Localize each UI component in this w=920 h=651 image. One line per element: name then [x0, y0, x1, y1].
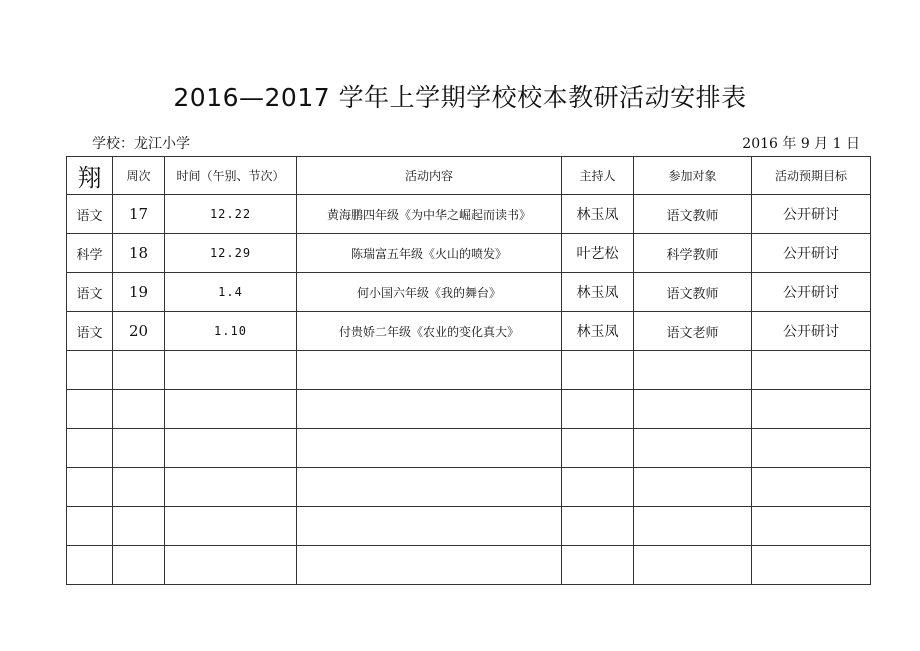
cell-subject: 语文: [67, 273, 113, 312]
cell-time: [165, 507, 297, 546]
cell-time: [165, 390, 297, 429]
header-row: [67, 157, 871, 195]
cell-goal: 公开研讨: [752, 195, 871, 234]
cell-content: 付贵娇二年级《农业的变化真大》: [297, 312, 562, 351]
cell-week: [113, 390, 165, 429]
cell-week: [113, 468, 165, 507]
cell-host: [562, 468, 634, 507]
header-host: 主持人: [562, 157, 634, 195]
cell-content: 黄海鹏四年级《为中华之崛起而读书》: [297, 195, 562, 234]
cell-time: 1.10: [165, 312, 297, 351]
cell-host: [562, 429, 634, 468]
table-row: [67, 468, 871, 507]
cell-goal: [752, 429, 871, 468]
cell-time: 1.4: [165, 273, 297, 312]
cell-audience: 科学教师: [634, 234, 752, 273]
cell-subject: [67, 507, 113, 546]
cell-host: [562, 507, 634, 546]
cell-content: [297, 468, 562, 507]
cell-goal: 公开研讨: [752, 234, 871, 273]
header-audience: 参加对象: [634, 157, 752, 195]
cell-goal: [752, 351, 871, 390]
cell-goal: [752, 546, 871, 585]
table-row: [67, 234, 871, 273]
cell-time: 12.29: [165, 234, 297, 273]
document-date: 2016 年 9 月 1 日: [742, 136, 860, 152]
cell-host: 林玉凤: [562, 312, 634, 351]
header-time: 时间（午别、节次）: [165, 157, 297, 195]
schedule-table: [66, 156, 871, 585]
cell-audience: 语文教师: [634, 273, 752, 312]
page-title: 2016—2017 学年上学期学校校本教研活动安排表: [173, 83, 747, 112]
cell-content: [297, 390, 562, 429]
cell-content: [297, 507, 562, 546]
cell-subject: 科学: [67, 234, 113, 273]
cell-week: [113, 546, 165, 585]
cell-content: [297, 429, 562, 468]
cell-host: [562, 390, 634, 429]
cell-time: [165, 429, 297, 468]
cell-audience: [634, 546, 752, 585]
header-subject: 翔: [67, 157, 113, 195]
cell-audience: 语文教师: [634, 195, 752, 234]
cell-audience: 语文老师: [634, 312, 752, 351]
cell-content: [297, 546, 562, 585]
table-row: [67, 273, 871, 312]
cell-host: [562, 546, 634, 585]
cell-subject: [67, 390, 113, 429]
cell-subject: 语文: [67, 195, 113, 234]
cell-week: 19: [113, 273, 165, 312]
school-label: 学校：龙江小学: [92, 136, 190, 152]
header-week: 周次: [113, 157, 165, 195]
table-row: [67, 390, 871, 429]
cell-host: 林玉凤: [562, 273, 634, 312]
header-content: 活动内容: [297, 157, 562, 195]
table-row: [67, 546, 871, 585]
cell-audience: [634, 468, 752, 507]
cell-goal: 公开研讨: [752, 312, 871, 351]
cell-host: [562, 351, 634, 390]
cell-audience: [634, 507, 752, 546]
cell-content: 何小国六年级《我的舞台》: [297, 273, 562, 312]
cell-subject: [67, 429, 113, 468]
cell-time: 12.22: [165, 195, 297, 234]
cell-audience: [634, 429, 752, 468]
cell-goal: 公开研讨: [752, 273, 871, 312]
cell-week: [113, 507, 165, 546]
cell-goal: [752, 390, 871, 429]
cell-host: 叶艺松: [562, 234, 634, 273]
cell-week: 18: [113, 234, 165, 273]
header-goal: 活动预期目标: [752, 157, 871, 195]
cell-subject: 语文: [67, 312, 113, 351]
table-row: [67, 507, 871, 546]
cell-time: [165, 468, 297, 507]
cell-week: 20: [113, 312, 165, 351]
cell-subject: [67, 546, 113, 585]
cell-time: [165, 351, 297, 390]
table-row: [67, 195, 871, 234]
cell-audience: [634, 390, 752, 429]
cell-week: 17: [113, 195, 165, 234]
cell-subject: [67, 351, 113, 390]
cell-time: [165, 546, 297, 585]
cell-content: 陈瑞富五年级《火山的喷发》: [297, 234, 562, 273]
table-row: [67, 351, 871, 390]
table-row: [67, 429, 871, 468]
cell-content: [297, 351, 562, 390]
cell-audience: [634, 351, 752, 390]
cell-week: [113, 351, 165, 390]
cell-goal: [752, 468, 871, 507]
table-row: [67, 312, 871, 351]
cell-subject: [67, 468, 113, 507]
cell-week: [113, 429, 165, 468]
cell-host: 林玉凤: [562, 195, 634, 234]
cell-goal: [752, 507, 871, 546]
table-body: [67, 195, 871, 585]
